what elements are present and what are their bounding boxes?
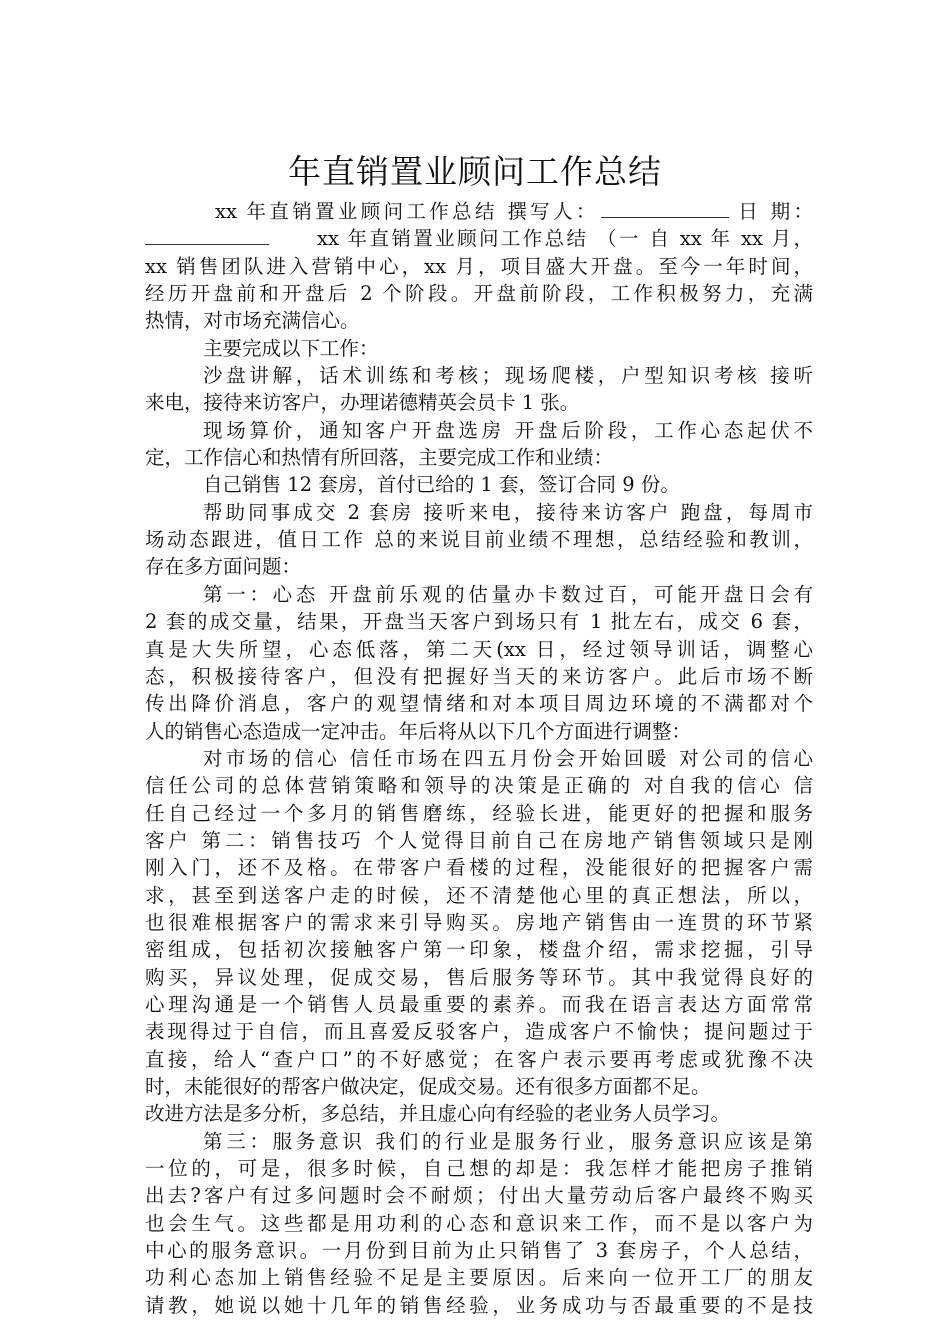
date-label: 日 期： [728,200,813,223]
paragraph-line: 第三：服务意识 我们的行业是服务行业，服务意识应该是第 [203,1129,813,1153]
paragraph-line: 心理沟通是一个销售人员最重要的素养。而我在语言表达方面常常 [145,992,813,1016]
paragraph-line: 也很难根据客户的需求来引导购买。房地产销售由一连贯的环节紧 [145,910,813,934]
paragraph-line: 客户 第二：销售技巧 个人觉得目前自己在房地产销售领域只是刚 [145,828,813,852]
paragraph-line: 真是大失所望，心态低落，第二天(xx 日，经过领导训话，调整心 [145,637,813,661]
paragraph-line: 任自己经过一个多月的销售磨练，经验长进，能更好的把握和服务 [145,801,813,825]
paragraph-line: 场动态跟进，值日工作 总的来说目前业绩不理想，总结经验和教训， [145,528,813,552]
paragraph-line: 表现得过于自信，而且喜爱反驳客户，造成客户不愉快；提问题过于 [145,1020,813,1044]
paragraph-line: 一位的，可是，很多时候，自己想的却是：我怎样才能把房子推销 [145,1157,813,1181]
paragraph-line: 也会生气。这些都是用功利的心态和意识来工作，而不是以客户为 [145,1211,813,1235]
line-text: xx 年直销置业顾问工作总结 （一 自 xx 年 xx 月， [317,227,813,251]
paragraph-line: 帮助同事成交 2 套房 接听来电，接待来访客户 跑盘，每周市 [203,500,813,524]
paragraph-line: 直接，给人“查户口”的不好感觉；在客户表示要再考虑或犹豫不决 [145,1047,813,1071]
header-text: xx 年直销置业顾问工作总结 撰写人： [215,200,599,223]
paragraph-line: 来电，接待来访客户，办理诺德精英会员卡 1 张。 [145,391,580,415]
paragraph-line: 刚入门，还不及格。在带客户看楼的过程，没能很好的把握客户需 [145,856,813,880]
header-line [145,198,813,225]
paragraph-line: 功利心态加上销售经验不足是主要原因。后来向一位开工厂的朋友 [145,1266,813,1290]
paragraph-line: 现场算价，通知客户开盘选房 开盘后阶段，工作心态起伏不 [203,418,813,442]
paragraph-line: 定，工作信心和热情有所回落，主要完成工作和业绩： [145,446,614,470]
paragraph-line: 出去?客户有过多问题时会不耐烦；付出大量劳动后客户最终不购买 [145,1184,813,1208]
document-body [145,198,813,1319]
paragraph-line: 购买，异议处理，促成交易，售后服务等环节。其中我觉得良好的 [145,965,813,989]
paragraph-line: 密组成，包括初次接触客户第一印象，楼盘介绍，需求挖掘，引导 [145,938,813,962]
paragraph-line: 对市场的信心 信任市场在四五月份会开始回暖 对公司的信心 [203,746,813,770]
paragraph-line: 时，未能很好的帮客户做决定，促成交易。还有很多方面都不足。 [145,1075,711,1098]
paragraph-line: 存在多方面问题： [145,555,302,579]
page-title: 年直销置业顾问工作总结 [288,152,662,192]
paragraph-line: 沙盘讲解，话术训练和考核；现场爬楼，户型知识考核 接听 [203,364,813,388]
date-blank-field [145,227,269,245]
paragraph-line: xx 销售团队进入营销中心，xx 月，项目盛大开盘。至今一年时间， [145,254,813,278]
paragraph-line: 传出降价消息，客户的观望情绪和对本项目周边环境的不满都对个 [145,692,813,716]
paragraph-line: 中心的服务意识。一月份到目前为止只销售了 3 套房子，个人总结， [145,1239,813,1263]
paragraph-line: 态，积极接待客户，但没有把握好当天的来访客户。此后市场不断 [145,664,813,688]
paragraph-line: 自己销售 12 套房，首付已给的 1 套，签订合同 9 份。 [203,473,680,497]
paragraph-line: 人的销售心态造成一定冲击。年后将从以下几个方面进行调整： [145,719,692,743]
author-blank-field [601,200,729,218]
paragraph-line: 改进方法是多分析，多总结，并且虚心向有经验的老业务人员学习。 [145,1102,731,1126]
paragraph-line [145,225,813,252]
paragraph-line: 请教，她说以她十几年的销售经验，业务成功与否最重要的不是技 [145,1293,813,1317]
paragraph-line: 2 套的成交量，结果，开盘当天客户到场只有 1 批左右，成交 6 套， [145,610,813,634]
paragraph-line: 信任公司的总体营销策略和领导的决策是正确的 对自我的信心 信 [145,774,813,798]
paragraph-line: 求，甚至到送客户走的时候，还不清楚他心里的真正想法，所以， [145,883,813,907]
paragraph-line: 热情，对市场充满信心。 [145,309,360,333]
paragraph-line: 经历开盘前和开盘后 2 个阶段。开盘前阶段，工作积极努力，充满 [145,282,813,306]
paragraph-line: 第一：心态 开盘前乐观的估量办卡数过百，可能开盘日会有 [203,582,813,606]
paragraph-line: 主要完成以下工作： [203,336,379,360]
